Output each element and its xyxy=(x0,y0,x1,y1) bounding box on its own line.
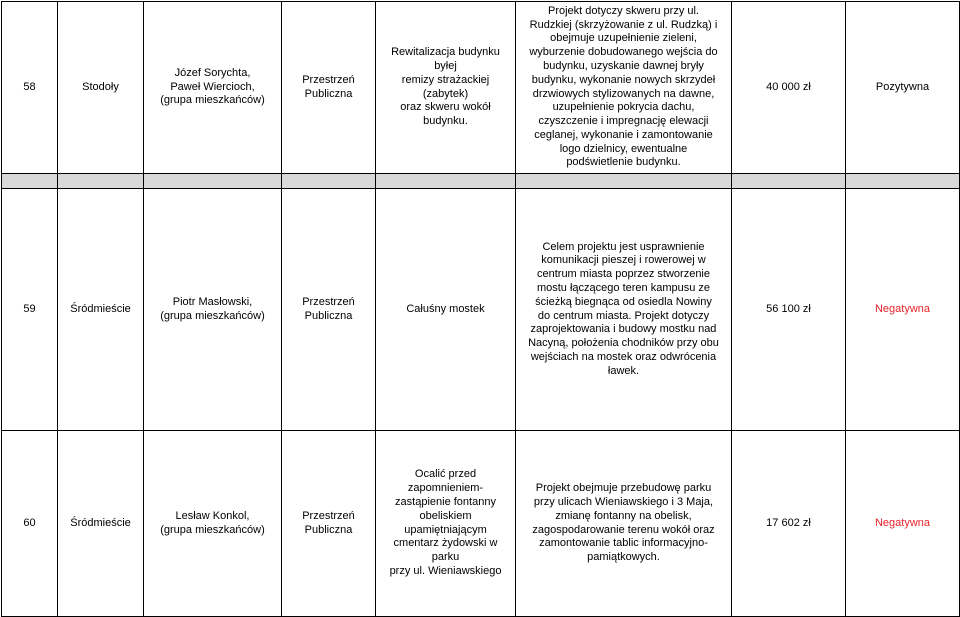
table-row xyxy=(2,189,960,431)
space-type-cell-line: Przestrzeń xyxy=(302,73,355,86)
project-description-cell-line: centrum miasta poprzez stworzenie xyxy=(536,268,710,281)
project-description-cell xyxy=(516,189,732,431)
authors-cell-line: (grupa mieszkańców) xyxy=(160,94,265,107)
cost-cell: 40 000 zł xyxy=(732,2,846,174)
authors-cell-line: (grupa mieszkańców) xyxy=(160,309,265,322)
table-row xyxy=(2,431,960,617)
project-description-cell-line: komunikacji pieszej i rowerowej w xyxy=(541,254,706,267)
project-description-cell-line: Projekt dotyczy skweru przy ul. xyxy=(548,4,699,17)
project-title-cell-line: Rewitalizacja budynku byłej xyxy=(391,46,500,72)
project-description-cell-line: ceglanej, wykonanie i zamontowanie xyxy=(534,128,713,141)
separator-cell xyxy=(144,174,282,189)
project-description-cell-line: ścieżką biegnąca od osiedla Nowiny xyxy=(535,295,712,308)
authors-cell-line: Paweł Wiercioch, xyxy=(170,80,255,93)
project-description-cell-line: Rudzkiej (skrzyżowanie z ul. Rudzką) i xyxy=(529,18,718,31)
project-title-cell-line: Całuśny mostek xyxy=(406,302,485,315)
project-description-cell xyxy=(516,431,732,617)
projects-table xyxy=(1,1,960,617)
row-separator xyxy=(2,174,960,189)
project-description-cell-line: mostu łączącego teren kampusu ze xyxy=(536,281,711,294)
project-description-cell-line: ławek. xyxy=(607,364,640,377)
opinion-cell: Negatywna xyxy=(846,431,960,617)
space-type-cell-line: Publiczna xyxy=(304,523,353,536)
authors-cell xyxy=(144,431,282,617)
space-type-cell xyxy=(282,2,376,174)
project-description-cell-line: drzwiowych stylizowanych na dawne, xyxy=(532,87,715,100)
district-cell: Śródmieście xyxy=(58,189,144,431)
separator-cell xyxy=(846,174,960,189)
row-number: 59 xyxy=(2,189,58,431)
project-description-cell-line: budynku, wykonanie nowych skrzydeł xyxy=(531,73,716,86)
authors-cell-line: Lesław Konkol, xyxy=(175,509,250,522)
project-description-cell-line: uzupełnienie pokrycia dachu, xyxy=(552,101,695,114)
separator-cell xyxy=(732,174,846,189)
project-description-cell xyxy=(516,2,732,174)
authors-cell-line: Piotr Masłowski, xyxy=(172,295,253,308)
project-description-cell-line: Projekt obejmuje przebudowę parku xyxy=(535,482,712,495)
space-type-cell-line: Publiczna xyxy=(304,87,353,100)
table-row xyxy=(2,2,960,174)
project-title-cell-line: Ocalić przed zapomnieniem- xyxy=(407,468,484,495)
project-title-cell-line: przy ul. Wieniawskiego xyxy=(389,564,502,577)
opinion-cell: Pozytywna xyxy=(846,2,960,174)
project-description-cell-line: do centrum miasta. Projekt dotyczy xyxy=(537,309,710,322)
project-description-cell-line: zmianę fontanny na obelisk, xyxy=(555,509,692,522)
row-number: 60 xyxy=(2,431,58,617)
project-description-cell-line: zamontowanie tablic informacyjno- xyxy=(539,537,708,550)
separator-cell xyxy=(376,174,516,189)
cost-cell: 17 602 zł xyxy=(732,431,846,617)
project-description-cell-line: pamiątkowych. xyxy=(587,551,660,564)
space-type-cell-line: Przestrzeń xyxy=(302,509,355,522)
project-description-cell-line: przy ulicach Wieniawskiego i 3 Maja, xyxy=(533,495,714,508)
project-description-cell-line: budynku, uzyskanie dawnej bryły xyxy=(543,59,704,72)
authors-cell xyxy=(144,189,282,431)
district-cell: Stodoły xyxy=(58,2,144,174)
district-cell: Śródmieście xyxy=(58,431,144,617)
project-description-cell-line: Nacyną, położenia chodników przy obu xyxy=(528,337,719,350)
project-description-cell-line: zaprojektowania i budowy mostku nad xyxy=(530,323,717,336)
separator-cell xyxy=(282,174,376,189)
space-type-cell xyxy=(282,189,376,431)
row-number: 58 xyxy=(2,2,58,174)
project-description-cell-line: wyburzenie dobudowanego wejścia do xyxy=(529,46,718,59)
separator-cell xyxy=(2,174,58,189)
project-title-cell-line: remizy strażackiej (zabytek) xyxy=(401,73,490,100)
opinion-cell: Negatywna xyxy=(846,189,960,431)
project-title-cell-line: zastąpienie fontanny xyxy=(395,495,496,508)
project-title-cell xyxy=(376,2,516,174)
space-type-cell xyxy=(282,431,376,617)
authors-cell-line: Józef Sorychta, xyxy=(174,66,251,79)
project-title-cell-line: obeliskiem upamiętniającym xyxy=(404,509,487,536)
project-title-cell xyxy=(376,189,516,431)
separator-cell xyxy=(58,174,144,189)
project-description-cell-line: czyszczenie i impregnację elewacji xyxy=(538,115,709,128)
authors-cell-line: (grupa mieszkańców) xyxy=(160,523,265,536)
project-title-cell-line: oraz skweru wokół budynku. xyxy=(400,101,491,128)
project-description-cell-line: Celem projektu jest usprawnienie xyxy=(542,240,705,253)
separator-cell xyxy=(516,174,732,189)
project-description-cell-line: wejściach na mostek oraz odwrócenia xyxy=(530,350,717,363)
cost-cell: 56 100 zł xyxy=(732,189,846,431)
space-type-cell-line: Publiczna xyxy=(304,309,353,322)
project-description-cell-line: logo dzielnicy, ewentualne xyxy=(559,142,688,155)
authors-cell xyxy=(144,2,282,174)
space-type-cell-line: Przestrzeń xyxy=(302,295,355,308)
project-description-cell-line: podświetlenie budynku. xyxy=(566,156,681,169)
project-description-cell-line: obejmuje uzupełnienie zieleni, xyxy=(550,32,697,45)
project-description-cell-line: zagospodarowanie terenu wokół oraz xyxy=(532,523,715,536)
project-title-cell-line: cmentarz żydowski w parku xyxy=(393,537,498,564)
project-title-cell xyxy=(376,431,516,617)
